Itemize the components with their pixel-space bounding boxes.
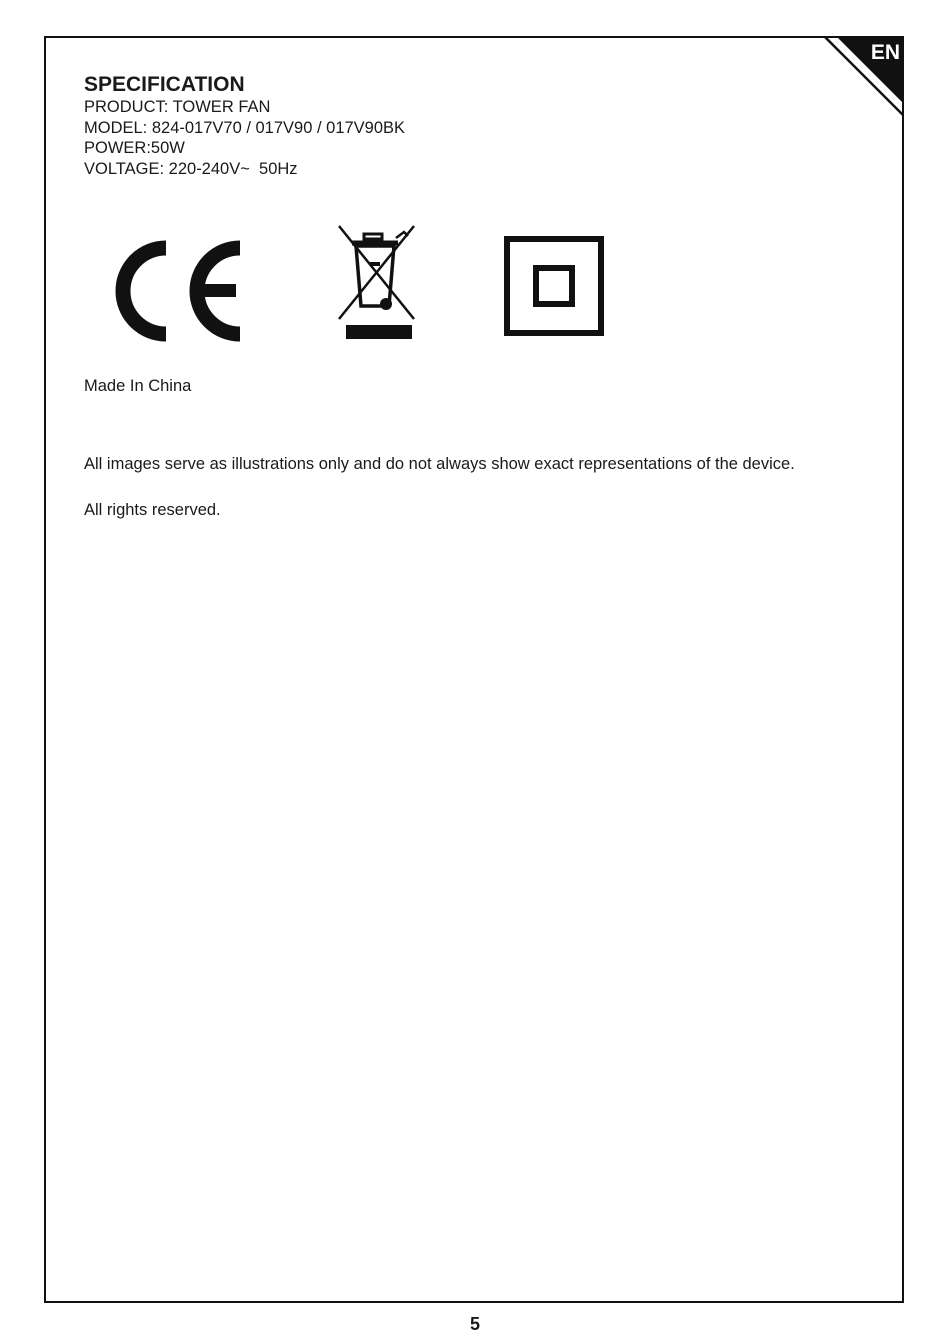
specification-block	[84, 73, 405, 179]
language-label: EN	[870, 41, 900, 64]
rights-reserved-text: All rights reserved.	[84, 501, 221, 519]
illustration-disclaimer: All images serve as illustrations only and do not always show exact representations of the device.	[84, 455, 795, 473]
made-in-text: Made In China	[84, 377, 192, 395]
spec-model: MODEL: 824-017V70 / 017V90 / 017V90BK	[84, 118, 406, 137]
page-number: 5	[469, 1314, 480, 1334]
spec-power: POWER:50W	[84, 139, 185, 157]
ce-mark-icon	[108, 236, 248, 351]
specification-title: SPECIFICATION	[84, 73, 245, 96]
spec-product: PRODUCT: TOWER FAN	[84, 98, 271, 116]
language-corner-tab	[824, 36, 904, 116]
spec-voltage: VOLTAGE: 220-240V~ 50Hz	[84, 159, 298, 178]
weee-crossed-bin-icon	[334, 224, 424, 351]
page-frame	[44, 36, 904, 1303]
class-ii-double-insulation-icon	[504, 236, 604, 341]
